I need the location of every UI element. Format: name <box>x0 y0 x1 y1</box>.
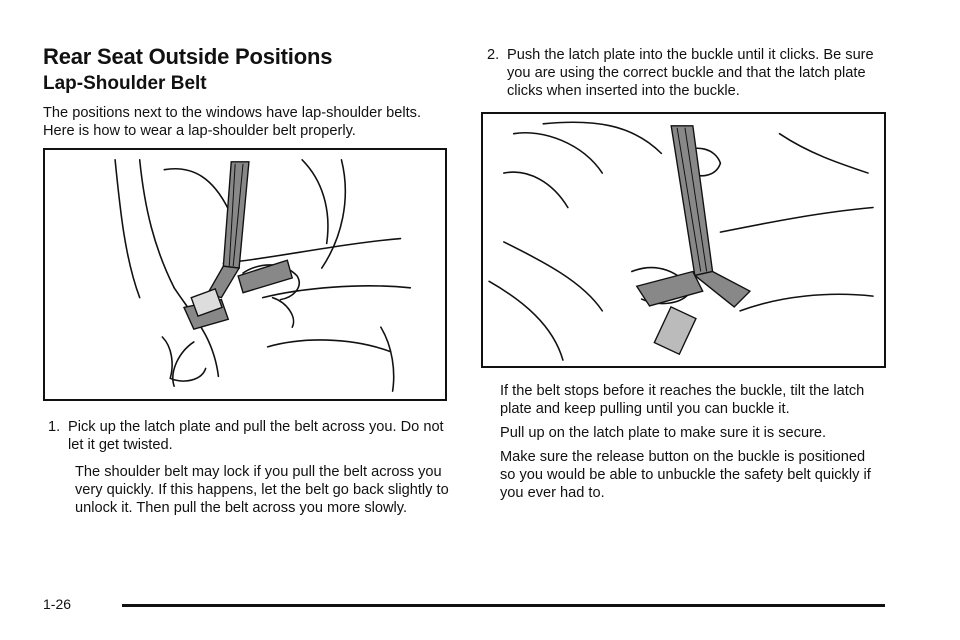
page-number: 1-26 <box>43 596 72 612</box>
step-1-number: 1. <box>48 419 61 435</box>
sub-title: Lap-Shoulder Belt <box>43 73 207 94</box>
step-1-note: The shoulder belt may lock if you pull the belt across you very quickly. If this happens, let the belt go back slightly to unlock it. Then pull the belt across you more slowly. <box>75 464 449 516</box>
note-release-button: Make sure the release button on the buckle is positioned so you would be able to unbuckle the safety belt quickly if you ever had to. <box>500 449 871 501</box>
step-2-number: 2. <box>487 47 500 63</box>
intro-paragraph: The positions next to the windows have lap-shoulder belts. Here is how to wear a lap-shoulder belt properly. <box>43 105 422 139</box>
step-1-text: Pick up the latch plate and pull the belt across you. Do not let it get twisted. <box>68 419 444 453</box>
note-tilt-latch: If the belt stops before it reaches the buckle, tilt the latch plate and keep pulling until you can buckle it. <box>500 383 865 417</box>
right-notes <box>500 382 880 502</box>
illustration-pulling-belt <box>43 148 447 401</box>
left-column <box>43 44 453 140</box>
illustration-pulling-belt-drawing <box>45 150 445 399</box>
step-2-text: Push the latch plate into the buckle until it clicks. Be sure you are using the correct buckle and that the latch plate clicks when inserted into the buckle. <box>507 47 874 99</box>
footer-rule <box>122 604 885 607</box>
note-pull-up: Pull up on the latch plate to make sure it is secure. <box>500 425 827 441</box>
step-1 <box>48 418 448 454</box>
illustration-buckling-belt-drawing <box>483 114 884 366</box>
section-title: Rear Seat Outside Positions <box>43 44 333 69</box>
illustration-buckling-belt <box>481 112 886 368</box>
step-2 <box>487 46 887 100</box>
